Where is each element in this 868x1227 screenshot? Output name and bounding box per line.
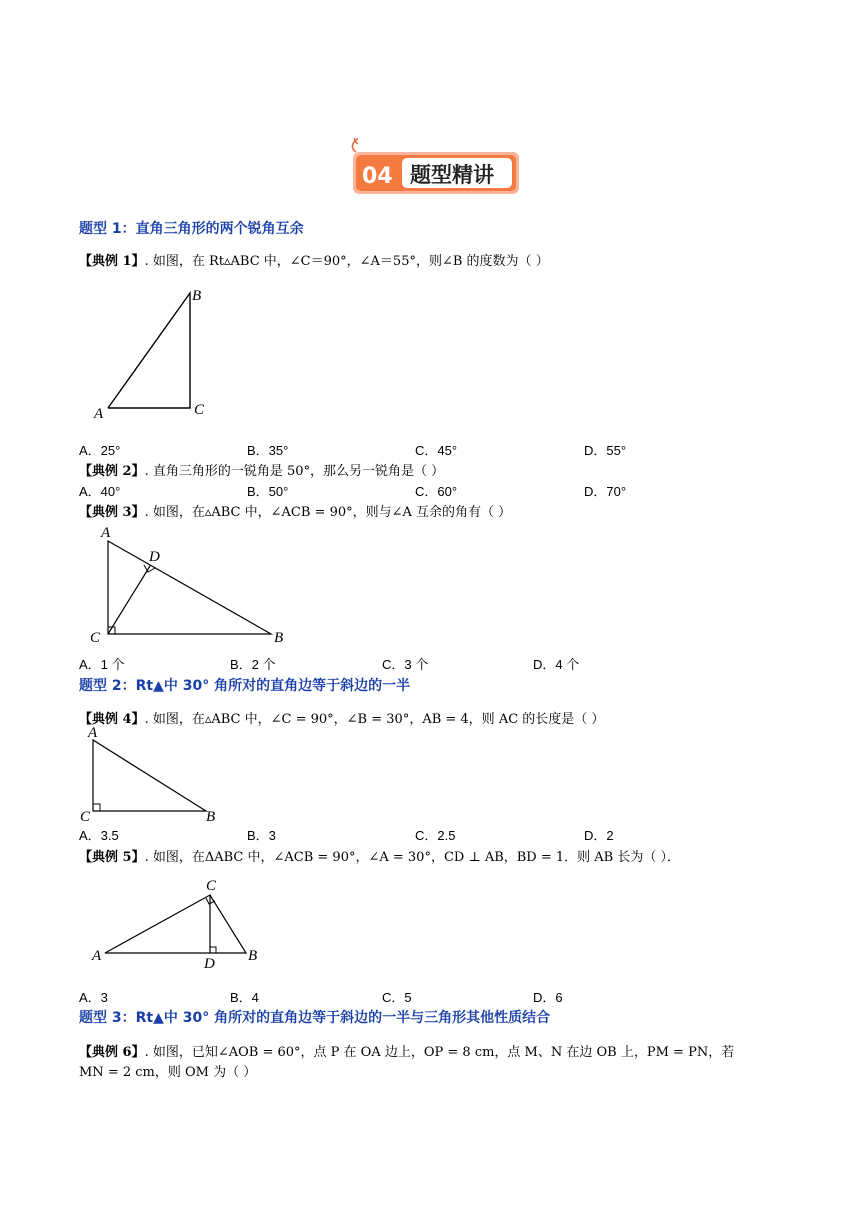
ex1-option-a: A．25° <box>79 443 121 458</box>
fig1-label-a: A <box>94 406 104 422</box>
ex3-option-b: B．2 个 <box>230 657 276 672</box>
example-1-text: . 如图，在 Rt▵ABC 中，∠C＝90°，∠A＝55°，则∠B 的度数为（ ） <box>144 254 549 269</box>
ex2-option-c: C．60° <box>415 484 458 499</box>
example-2 <box>79 460 444 479</box>
ex3-option-a: A．1 个 <box>79 657 125 672</box>
ex4-option-c: C．2.5 <box>415 828 456 843</box>
example-4-text: . 如图，在▵ABC 中，∠C = 90°，∠B = 30°，AB = 4，则 AC 的长度是（ ） <box>144 712 605 727</box>
example-3-tag: 【典例 3】 <box>79 505 145 520</box>
example-6 <box>79 1041 734 1060</box>
example-6-text: . 如图，已知∠AOB = 60°，点 P 在 OA 边上，OP = 8 cm，点 M、N 在边 OB 上，PM = PN，若 <box>144 1045 735 1060</box>
badge-number: 04 <box>362 164 393 189</box>
ex5-option-b: B．4 <box>230 990 259 1005</box>
example-3-text: . 如图，在▵ABC 中，∠ACB = 90°，则与∠A 互余的角有（ ） <box>144 505 512 520</box>
fig3-label-b: B <box>274 630 284 646</box>
example-5-tag: 【典例 5】 <box>79 850 145 865</box>
figure-5 <box>88 874 268 974</box>
fig5-label-d: D <box>204 956 215 972</box>
fig4-label-b: B <box>206 809 216 825</box>
ex2-option-d: D．70° <box>584 484 627 499</box>
fig3-label-d: D <box>149 549 160 565</box>
fig3-label-a: A <box>101 525 111 541</box>
ex5-option-c: C．5 <box>382 990 412 1005</box>
example-5 <box>79 846 680 865</box>
fig5-label-a: A <box>92 948 102 964</box>
ex1-option-d: D．55° <box>584 443 627 458</box>
fig4-label-a: A <box>88 725 98 741</box>
ex4-option-d: D．2 <box>584 828 614 843</box>
fig5-label-b: B <box>248 948 258 964</box>
example-6-tag: 【典例 6】 <box>79 1045 145 1060</box>
ex1-option-c: C．45° <box>415 443 458 458</box>
ex2-option-b: B．50° <box>247 484 289 499</box>
ex3-option-c: C．3 个 <box>382 657 429 672</box>
ex4-option-b: B．3 <box>247 828 276 843</box>
example-3 <box>79 501 511 520</box>
example-1-tag: 【典例 1】 <box>79 254 145 269</box>
example-2-tag: 【典例 2】 <box>79 464 145 479</box>
fig1-label-c: C <box>194 402 205 418</box>
fig3-label-c: C <box>90 630 101 646</box>
figure-4 <box>78 724 228 826</box>
section-title-1: 题型 1：直角三角形的两个锐角互余 <box>79 221 304 237</box>
badge-label: 题型精讲 <box>410 163 494 187</box>
example-4-tag: 【典例 4】 <box>79 712 145 727</box>
fig1-label-b: B <box>192 288 202 304</box>
ex2-option-a: A．40° <box>79 484 121 499</box>
section-title-3: 题型 3：Rt▲中 30° 角所对的直角边等于斜边的一半与三角形其他性质结合 <box>79 1010 551 1026</box>
ex4-option-a: A．3.5 <box>79 828 119 843</box>
decor-curl-icon <box>352 138 358 152</box>
example-5-text: . 如图，在ΔABC 中，∠ACB = 90°，∠A = 30°，CD ⊥ AB，BD = 1．则 AB 长为（ ）． <box>144 850 680 865</box>
ex5-option-d: D．6 <box>533 990 563 1005</box>
section-badge <box>350 138 522 198</box>
fig5-label-c: C <box>206 878 217 894</box>
ex1-option-b: B．35° <box>247 443 289 458</box>
ex3-option-d: D．4 个 <box>533 657 580 672</box>
example-6-line2: MN = 2 cm，则 OM 为（ ） <box>79 1065 257 1080</box>
figure-1 <box>90 280 220 425</box>
ex5-option-a: A．3 <box>79 990 108 1005</box>
figure-3 <box>85 522 295 647</box>
example-2-text: . 直角三角形的一锐角是 50°，那么另一锐角是（ ） <box>144 464 445 479</box>
fig4-label-c: C <box>80 809 91 825</box>
section-title-2: 题型 2：Rt▲中 30° 角所对的直角边等于斜边的一半 <box>79 678 411 694</box>
example-1 <box>79 250 549 269</box>
